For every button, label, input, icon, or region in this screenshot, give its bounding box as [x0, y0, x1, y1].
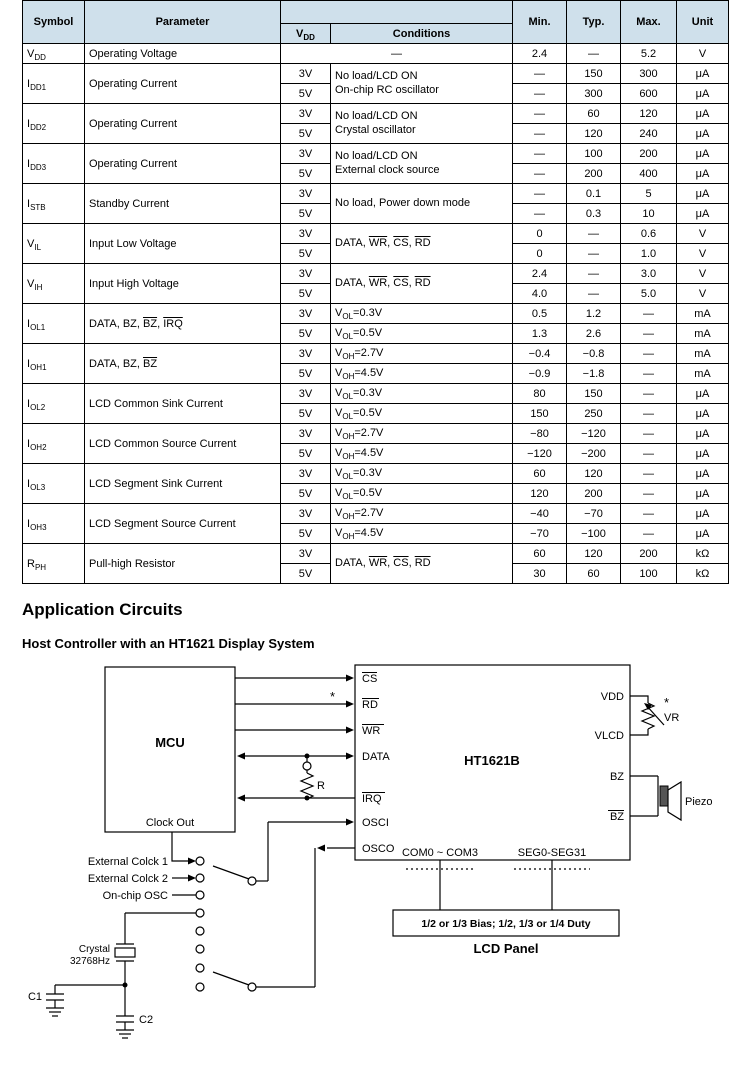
cell-max: — [621, 404, 677, 424]
pin-label-wr: WR [362, 725, 381, 737]
cell-typ: — [567, 224, 621, 244]
cell-symbol: $I_{OH2}$ [23, 424, 85, 464]
table-row [23, 144, 729, 164]
r-label: R [317, 780, 325, 792]
cell-parameter: DATA, BZ, $\overline{BZ}$, $\overline{IRQ}$ [85, 304, 281, 344]
cell-min: −0.4 [513, 344, 567, 364]
cell-max: — [621, 524, 677, 544]
cell-max: — [621, 384, 677, 404]
cell-min: 30 [513, 564, 567, 584]
cell-max: 120 [621, 104, 677, 124]
cell-vdd: 3V [281, 504, 331, 524]
cell-unit: μA [677, 524, 729, 544]
col-header-typ: Typ. [567, 1, 621, 44]
table-row [23, 184, 729, 204]
cell-max: 100 [621, 564, 677, 584]
cell-symbol: $I_{STB}$ [23, 184, 85, 224]
cell-vdd: 3V [281, 384, 331, 404]
cell-parameter: LCD Segment Source Current [85, 504, 281, 544]
vlcd-adjust-network [595, 691, 680, 742]
cell-min: 60 [513, 544, 567, 564]
cell-typ: — [567, 244, 621, 264]
cell-typ: 100 [567, 144, 621, 164]
cell-max: — [621, 444, 677, 464]
cell-min: 120 [513, 484, 567, 504]
cell-symbol: $V_{IL}$ [23, 224, 85, 264]
cell-parameter: LCD Common Source Current [85, 424, 281, 464]
cell-unit: μA [677, 84, 729, 104]
cell-max: 5 [621, 184, 677, 204]
cell-min: −0.9 [513, 364, 567, 384]
cell-parameter: Input Low Voltage [85, 224, 281, 264]
cell-unit: mA [677, 324, 729, 344]
cell-vdd: 3V [281, 144, 331, 164]
cell-conditions: No load/LCD ON Crystal oscillator [331, 104, 513, 144]
subsection-heading: Host Controller with an HT1621 Display System [22, 636, 315, 651]
cell-typ: −100 [567, 524, 621, 544]
buzzer-network [608, 771, 713, 823]
pin-label-data: DATA [362, 751, 390, 763]
pin-label-osco: OSCO [362, 843, 395, 855]
cell-min: 0.5 [513, 304, 567, 324]
cell-unit: μA [677, 404, 729, 424]
cell-max: — [621, 484, 677, 504]
cell-symbol: $V_{DD}$ [23, 44, 85, 64]
cell-conditions: $V_{OL}=0.5V$ [331, 324, 513, 344]
col-header-min: Min. [513, 1, 567, 44]
cell-unit: μA [677, 144, 729, 164]
pin-label-cs: CS [362, 673, 378, 685]
cell-conditions: $V_{OH}=2.7V$ [331, 504, 513, 524]
cell-conditions: $V_{OL}=0.3V$ [331, 384, 513, 404]
cell-typ: −70 [567, 504, 621, 524]
cell-parameter: LCD Segment Sink Current [85, 464, 281, 504]
cell-unit: μA [677, 464, 729, 484]
cell-conditions: DATA, $\overline{WR}$, $\overline{CS}$, $\overline{RD}$ [331, 264, 513, 304]
col-header-vdd: $V_{DD}$ [281, 24, 331, 44]
cell-vdd: 5V [281, 164, 331, 184]
cell-parameter: Standby Current [85, 184, 281, 224]
cell-vdd: 5V [281, 564, 331, 584]
cell-typ: — [567, 44, 621, 64]
cell-parameter: Input High Voltage [85, 264, 281, 304]
pin-label-bz-bar: BZ [609, 811, 624, 823]
electrical-characteristics-table [22, 0, 729, 584]
cell-symbol: $R_{PH}$ [23, 544, 85, 584]
table-row [23, 344, 729, 364]
pin-label-irq: IRQ [362, 793, 382, 805]
cell-min: — [513, 104, 567, 124]
cell-vdd: 5V [281, 364, 331, 384]
cell-typ: 200 [567, 484, 621, 504]
cell-vdd: 5V [281, 524, 331, 544]
cell-typ: 300 [567, 84, 621, 104]
cell-min: — [513, 204, 567, 224]
cell-conditions: $V_{OL}=0.3V$ [331, 464, 513, 484]
cell-symbol: $I_{OL2}$ [23, 384, 85, 424]
cell-typ: 60 [567, 564, 621, 584]
cell-unit: V [677, 224, 729, 244]
cell-typ: 200 [567, 164, 621, 184]
oscillator-wires [268, 819, 355, 988]
lcd-bias-label: 1/2 or 1/3 Bias; 1/2, 1/3 or 1/4 Duty [421, 918, 591, 930]
cell-min: 4.0 [513, 284, 567, 304]
table-row [23, 464, 729, 484]
lcd-panel-label: LCD Panel [473, 941, 539, 956]
external-clock1-label: External Colck 1 [87, 856, 168, 868]
table-row [23, 44, 729, 64]
table-row [23, 504, 729, 524]
cell-typ: 150 [567, 64, 621, 84]
cell-parameter: Operating Current [85, 104, 281, 144]
cell-max: 0.6 [621, 224, 677, 244]
cell-unit: μA [677, 504, 729, 524]
cell-min: −40 [513, 504, 567, 524]
cell-max: 3.0 [621, 264, 677, 284]
cell-typ: −1.8 [567, 364, 621, 384]
cell-typ: 250 [567, 404, 621, 424]
cell-conditions: DATA, $\overline{WR}$, $\overline{CS}$, $\overline{RD}$ [331, 544, 513, 584]
cell-typ: −0.8 [567, 344, 621, 364]
cell-typ: — [567, 264, 621, 284]
piezo-label: Piezo [685, 796, 713, 808]
cell-max: — [621, 344, 677, 364]
cell-unit: μA [677, 484, 729, 504]
cell-min: 1.3 [513, 324, 567, 344]
cell-vdd: 3V [281, 224, 331, 244]
cell-conditions: $V_{OL}=0.5V$ [331, 404, 513, 424]
rd-line-asterisk: * [330, 689, 336, 704]
cell-unit: μA [677, 384, 729, 404]
cell-parameter: DATA, BZ, $\overline{BZ}$ [85, 344, 281, 384]
table-row [23, 384, 729, 404]
cell-unit: mA [677, 344, 729, 364]
col-header-unit: Unit [677, 1, 729, 44]
cell-max: 300 [621, 64, 677, 84]
vr-asterisk: * [664, 695, 670, 710]
cell-min: 2.4 [513, 264, 567, 284]
cell-vdd: 5V [281, 124, 331, 144]
cell-parameter: Operating Current [85, 64, 281, 104]
cell-conditions: No load/LCD ON On-chip RC oscillator [331, 64, 513, 104]
chip-left-pin-labels [362, 673, 395, 856]
cell-min: — [513, 124, 567, 144]
cell-parameter: Pull-high Resistor [85, 544, 281, 584]
cell-conditions: $V_{OH}=2.7V$ [331, 344, 513, 364]
cell-unit: μA [677, 204, 729, 224]
cell-symbol: $I_{OL3}$ [23, 464, 85, 504]
cell-min: — [513, 64, 567, 84]
cell-typ: 120 [567, 464, 621, 484]
cell-vdd: 5V [281, 484, 331, 504]
cell-parameter: Operating Current [85, 144, 281, 184]
cell-max: 400 [621, 164, 677, 184]
cell-typ: 2.6 [567, 324, 621, 344]
cell-parameter: LCD Common Sink Current [85, 384, 281, 424]
cell-conditions: DATA, $\overline{WR}$, $\overline{CS}$, $\overline{RD}$ [331, 224, 513, 264]
cell-unit: V [677, 284, 729, 304]
cell-symbol: $V_{IH}$ [23, 264, 85, 304]
cell-vdd: 3V [281, 184, 331, 204]
cell-max: 1.0 [621, 244, 677, 264]
table-row [23, 424, 729, 444]
cell-vdd: 3V [281, 64, 331, 84]
cell-typ: −120 [567, 424, 621, 444]
cell-typ: −200 [567, 444, 621, 464]
cell-vdd: 5V [281, 444, 331, 464]
table-row [23, 224, 729, 244]
cell-typ: 120 [567, 544, 621, 564]
mcu-label: MCU [155, 735, 185, 750]
section-heading: Application Circuits [22, 600, 183, 619]
cell-symbol: $I_{OH1}$ [23, 344, 85, 384]
cell-max: 5.0 [621, 284, 677, 304]
onchip-osc-label: On-chip OSC [102, 890, 168, 902]
cell-unit: μA [677, 104, 729, 124]
col-header-max: Max. [621, 1, 677, 44]
pin-label-com: COM0 ~ COM3 [401, 847, 479, 859]
col-header-conditions: Conditions [331, 24, 513, 44]
cell-conditions: $V_{OL}=0.5V$ [331, 484, 513, 504]
crystal-label: Crystal [78, 944, 110, 955]
cell-conditions: $V_{OL}=0.3V$ [331, 304, 513, 324]
cell-min: 150 [513, 404, 567, 424]
cell-vdd: 3V [281, 304, 331, 324]
cell-max: 600 [621, 84, 677, 104]
cell-typ: 150 [567, 384, 621, 404]
cell-max: — [621, 364, 677, 384]
pull-resistor-r [301, 754, 325, 801]
cell-min: 2.4 [513, 44, 567, 64]
lcd-panel-connection [393, 847, 619, 956]
table-row [23, 264, 729, 284]
piezo-icon [660, 786, 668, 806]
cell-typ: 60 [567, 104, 621, 124]
cell-max: 200 [621, 544, 677, 564]
cell-unit: kΩ [677, 564, 729, 584]
cell-max: — [621, 464, 677, 484]
cell-unit: V [677, 44, 729, 64]
external-clock2-label: External Colck 2 [87, 873, 168, 885]
cell-symbol: $I_{DD1}$ [23, 64, 85, 104]
col-header-test-conditions-group [281, 1, 513, 24]
cell-min: — [513, 144, 567, 164]
col-header-symbol: Symbol [23, 1, 85, 44]
cell-unit: V [677, 244, 729, 264]
cell-min: 80 [513, 384, 567, 404]
cell-symbol: $I_{DD2}$ [23, 104, 85, 144]
cell-parameter: Operating Voltage [85, 44, 281, 64]
cell-conditions: $V_{OH}=4.5V$ [331, 524, 513, 544]
c2-label: C2 [139, 1014, 154, 1026]
cell-min: 0 [513, 244, 567, 264]
cell-vdd: 5V [281, 84, 331, 104]
cell-vdd: 5V [281, 204, 331, 224]
cell-vdd: 3V [281, 344, 331, 364]
pin-label-osci: OSCI [362, 817, 389, 829]
pin-label-vlcd: VLCD [594, 730, 624, 742]
cell-min: — [513, 164, 567, 184]
cell-max: 10 [621, 204, 677, 224]
cell-unit: μA [677, 164, 729, 184]
cell-conditions: — [281, 44, 513, 64]
vr-label: VR [664, 712, 680, 724]
cell-typ: 1.2 [567, 304, 621, 324]
cell-symbol: $I_{DD3}$ [23, 144, 85, 184]
cell-vdd: 3V [281, 464, 331, 484]
cell-min: −120 [513, 444, 567, 464]
cell-unit: μA [677, 424, 729, 444]
application-circuit-diagram [0, 655, 750, 1056]
crystal-frequency-label: 32768Hz [69, 956, 110, 967]
control-bus-wires [235, 675, 355, 802]
col-header-parameter: Parameter [85, 1, 281, 44]
chip-label: HT1621B [464, 753, 520, 768]
cell-vdd: 5V [281, 324, 331, 344]
cell-symbol: $I_{OL1}$ [23, 304, 85, 344]
clock-source-selectors [88, 832, 315, 991]
pin-label-seg: SEG0-SEG31 [517, 847, 587, 859]
table-row [23, 104, 729, 124]
cell-max: — [621, 324, 677, 344]
cell-unit: V [677, 264, 729, 284]
cell-typ: 120 [567, 124, 621, 144]
cell-conditions: $V_{OH}=2.7V$ [331, 424, 513, 444]
mcu-clock-out-label: Clock Out [145, 817, 195, 829]
cell-typ: 0.1 [567, 184, 621, 204]
cell-conditions: No load, Power down mode [331, 184, 513, 224]
cell-max: — [621, 304, 677, 324]
cell-vdd: 3V [281, 104, 331, 124]
cell-min: 60 [513, 464, 567, 484]
cell-unit: μA [677, 184, 729, 204]
cell-vdd: 5V [281, 244, 331, 264]
cell-min: 0 [513, 224, 567, 244]
table-row [23, 64, 729, 84]
cell-symbol: $I_{OH3}$ [23, 504, 85, 544]
cell-min: — [513, 84, 567, 104]
cell-unit: μA [677, 124, 729, 144]
cell-vdd: 3V [281, 424, 331, 444]
cell-unit: mA [677, 364, 729, 384]
table-row [23, 544, 729, 564]
cell-max: 5.2 [621, 44, 677, 64]
pin-label-bz: BZ [609, 771, 624, 783]
cell-max: 240 [621, 124, 677, 144]
c1-label: C1 [27, 991, 42, 1003]
cell-min: — [513, 184, 567, 204]
cell-unit: mA [677, 304, 729, 324]
cell-unit: kΩ [677, 544, 729, 564]
cell-min: −70 [513, 524, 567, 544]
cell-conditions: $V_{OH}=4.5V$ [331, 444, 513, 464]
cell-max: 200 [621, 144, 677, 164]
pin-label-rd: RD [362, 699, 378, 711]
cell-vdd: 5V [281, 284, 331, 304]
cell-vdd: 3V [281, 544, 331, 564]
cell-max: — [621, 424, 677, 444]
cell-vdd: 3V [281, 264, 331, 284]
cell-typ: 0.3 [567, 204, 621, 224]
pin-label-vdd: VDD [600, 691, 624, 703]
table-row [23, 304, 729, 324]
cell-max: — [621, 504, 677, 524]
cell-typ: — [567, 284, 621, 304]
cell-unit: μA [677, 444, 729, 464]
cell-unit: μA [677, 64, 729, 84]
cell-conditions: $V_{OH}=4.5V$ [331, 364, 513, 384]
cell-conditions: No load/LCD ON External clock source [331, 144, 513, 184]
crystal-icon [115, 948, 135, 957]
cell-min: −80 [513, 424, 567, 444]
crystal-network [28, 913, 196, 1038]
cell-vdd: 5V [281, 404, 331, 424]
